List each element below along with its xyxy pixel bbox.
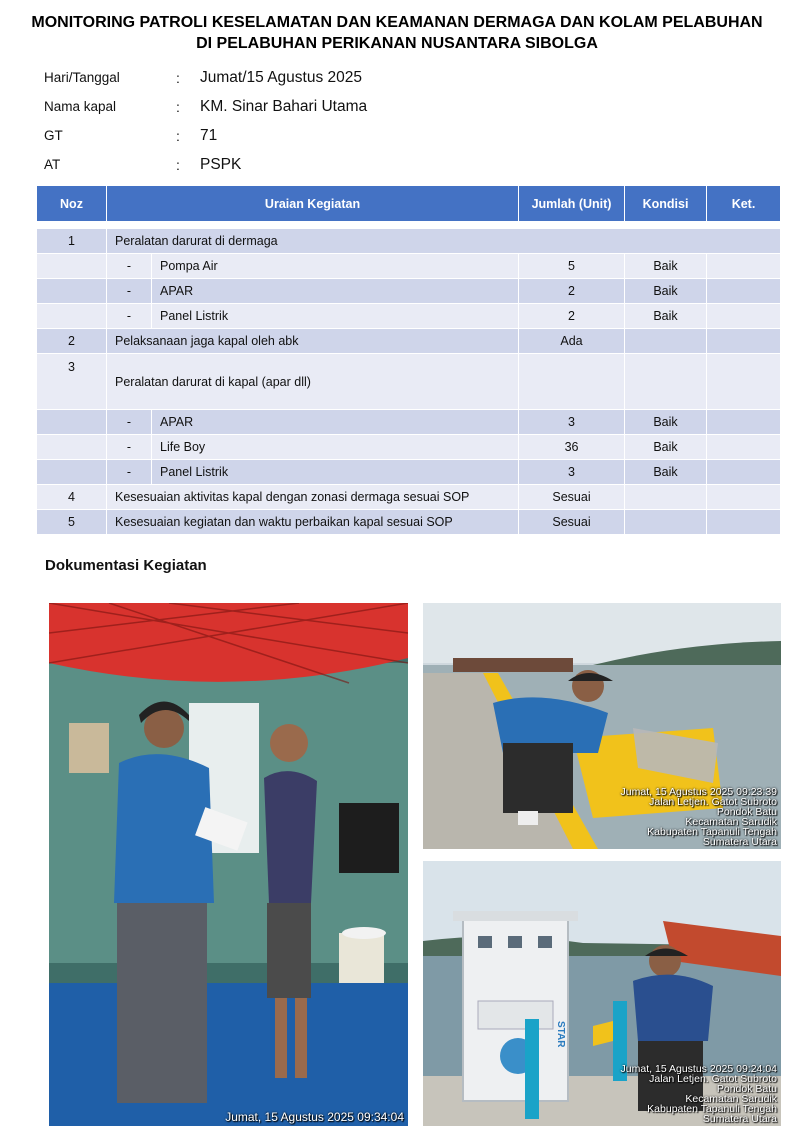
row-jumlah: Sesuai [519,510,625,535]
stamp-line: Kecamatan Sarudik [685,816,777,828]
row-dash: - [107,254,152,279]
photo-dock-pump [423,603,781,849]
row-kondisi: Baik [625,279,707,304]
row-jumlah: 2 [519,304,625,329]
table-row [37,229,781,254]
row-text: Kesesuaian kegiatan dan waktu perbaikan kapal sesuai SOP [107,510,519,535]
header-uraian: Uraian Kegiatan [107,186,519,222]
row-no: 4 [37,485,107,510]
row-text: Peralatan darurat di kapal (apar dll) [107,354,519,410]
row-jumlah: 5 [519,254,625,279]
row-dash: - [107,460,152,485]
row-item: APAR [152,410,519,435]
row-text: Peralatan darurat di dermaga [107,229,781,254]
table-row [37,329,781,354]
info-label: GT [44,128,63,143]
row-text: Kesesuaian aktivitas kapal dengan zonasi dermaga sesuai SOP [107,485,519,510]
row-no: 3 [37,354,107,410]
header-ket: Ket. [707,186,781,222]
table-row [37,510,781,535]
documentation-title: Dokumentasi Kegiatan [45,557,207,574]
table-row [37,435,781,460]
photo-electric-panel [423,861,781,1126]
row-no: 2 [37,329,107,354]
header-jumlah: Jumlah (Unit) [519,186,625,222]
row-item: Pompa Air [152,254,519,279]
row-dash: - [107,279,152,304]
info-value: Jumat/15 Agustus 2025 [200,69,363,86]
info-colon: : [176,99,180,115]
row-kondisi: Baik [625,460,707,485]
stamp-line: Jumat, 15 Agustus 2025 09:23:39 [620,786,777,798]
table-row [37,254,781,279]
table-row [37,279,781,304]
row-item: APAR [152,279,519,304]
table-row [37,460,781,485]
table-row [37,410,781,435]
stamp-line: Jalan Letjen. Gatot Subroto [649,1073,777,1085]
photo-timestamp [225,1111,404,1124]
row-dash: - [107,304,152,329]
row-jumlah: 3 [519,410,625,435]
row-kondisi: Baik [625,304,707,329]
row-item: Panel Listrik [152,304,519,329]
stamp-line: Sumatera Utara [702,1113,777,1125]
stamp-line: Kecamatan Sarudik [685,1093,777,1105]
stamp-line: Jalan Letjen. Gatot Subroto [649,796,777,808]
info-colon: : [176,157,180,173]
row-kondisi: Baik [625,254,707,279]
row-jumlah: Sesuai [519,485,625,510]
row-no: 5 [37,510,107,535]
row-no: 1 [37,229,107,254]
table-row [37,304,781,329]
stamp-line: Kabupaten Tapanuli Tengah [647,826,777,838]
info-value: 71 [200,127,218,144]
row-dash: - [107,410,152,435]
stamp-line: Sumatera Utara [702,836,777,848]
table-row [37,354,781,410]
info-colon: : [176,128,180,144]
row-item: Panel Listrik [152,460,519,485]
monitoring-table [36,185,781,535]
row-text: Pelaksanaan jaga kapal oleh abk [107,329,519,354]
stamp-line: Jumat, 15 Agustus 2025 09:34:04 [225,1110,404,1124]
photo-cabin-inspection [49,603,408,1126]
info-label: Hari/Tanggal [44,70,120,85]
row-kondisi: Baik [625,435,707,460]
document-title [0,12,794,54]
row-dash: - [107,435,152,460]
title-line-2: DI PELABUHAN PERIKANAN NUSANTARA SIBOLGA [196,35,598,52]
header-no: Noz [37,186,107,222]
header-kondisi: Kondisi [625,186,707,222]
row-jumlah: 3 [519,460,625,485]
row-kondisi: Baik [625,410,707,435]
star-label: STAR [555,1021,566,1048]
stamp-line: Pondok Batu [716,1083,777,1095]
photo-timestamp [621,787,777,847]
stamp-line: Kabupaten Tapanuli Tengah [647,1103,777,1115]
info-label: Nama kapal [44,99,117,114]
info-colon: : [176,70,180,86]
stamp-line: Jumat, 15 Agustus 2025 09:24:04 [620,1063,777,1075]
row-jumlah: Ada [519,329,625,354]
row-jumlah: 36 [519,435,625,460]
title-line-1: MONITORING PATROLI KESELAMATAN DAN KEAMANAN DERMAGA DAN KOLAM PELABUHAN [31,14,763,31]
table-row [37,485,781,510]
info-label: AT [44,157,61,172]
row-item: Life Boy [152,435,519,460]
photo-timestamp [621,1064,777,1124]
info-value: PSPK [200,156,242,173]
info-value: KM. Sinar Bahari Utama [200,98,368,115]
row-jumlah: 2 [519,279,625,304]
stamp-line: Pondok Batu [716,806,777,818]
